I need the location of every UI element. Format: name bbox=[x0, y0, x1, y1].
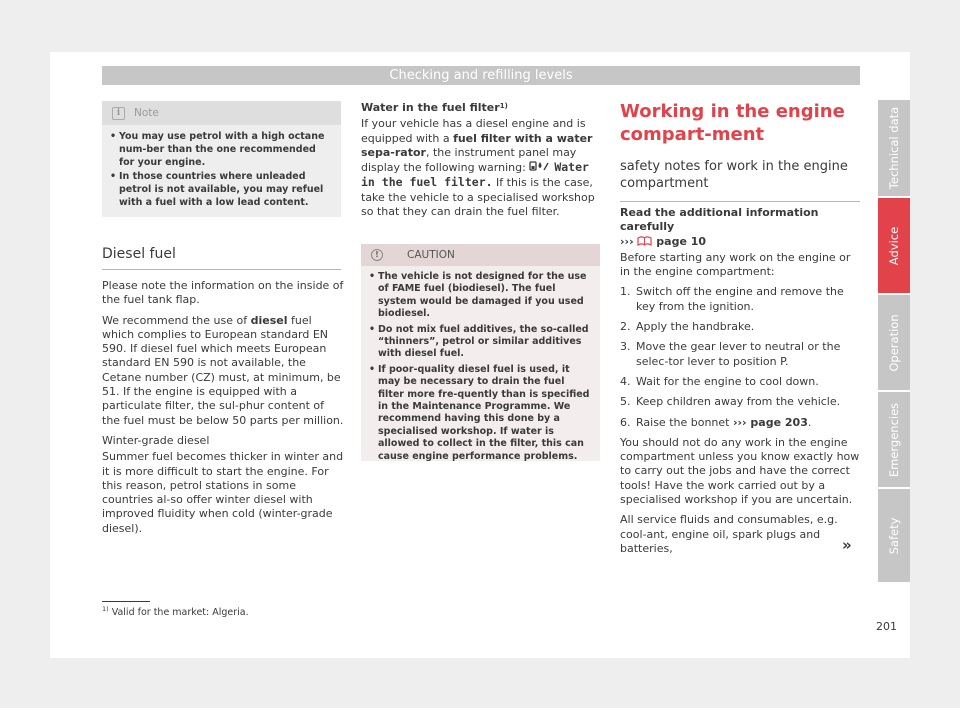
warning-message: Water in the fuel filter. bbox=[361, 160, 589, 190]
info-icon: i bbox=[112, 107, 125, 120]
step-number: 4. bbox=[620, 374, 631, 388]
note-item: • You may use petrol with a high octane num-ber than the one recommended for your engine. bbox=[110, 130, 333, 169]
water-in-filter-title bbox=[361, 101, 601, 115]
tab-operation[interactable] bbox=[878, 295, 910, 390]
caution-title: CAUTION bbox=[407, 249, 455, 261]
tab-label: Emergencies bbox=[887, 402, 901, 477]
engine-compartment-heading: Working in the engine compart-ment bbox=[620, 101, 845, 145]
bold-run: fuel filter with a water sepa-rator bbox=[361, 131, 593, 159]
list-item bbox=[620, 395, 861, 409]
note-item: • In those countries where unleaded petrol is not available, you may refuel with a fuel with a low lead content. bbox=[110, 170, 333, 209]
text-run: If your vehicle has a diesel engine and is equipped with a bbox=[361, 117, 586, 145]
tab-label: Advice bbox=[887, 226, 901, 265]
step-number: 2. bbox=[620, 320, 631, 334]
water-in-filter-text bbox=[361, 117, 601, 219]
diesel-paragraph bbox=[102, 314, 344, 428]
page-10-link[interactable]: page 10 bbox=[652, 234, 707, 248]
note-body bbox=[102, 125, 341, 209]
continue-arrow-icon: » bbox=[842, 536, 852, 554]
list-item bbox=[620, 375, 861, 389]
page-number: 201 bbox=[876, 620, 897, 633]
list-item bbox=[620, 416, 861, 430]
read-info-line bbox=[620, 206, 861, 249]
footnote bbox=[102, 607, 249, 618]
bold-run: diesel bbox=[250, 313, 288, 327]
warning-book-icon bbox=[637, 236, 652, 246]
step-text: Keep children away from the vehicle. bbox=[636, 395, 841, 409]
tab-safety[interactable] bbox=[878, 489, 910, 582]
page-203-link[interactable]: page 203 bbox=[746, 415, 808, 429]
footnote-divider bbox=[102, 601, 150, 602]
water-in-fuel-filter-icon bbox=[529, 160, 551, 172]
step-text: Raise the bonnet bbox=[636, 415, 733, 429]
text-run: If this is the case, take the vehicle to a specialised workshop so that they can drain the fuel filter. bbox=[361, 176, 595, 219]
caution-item: • Do not mix fuel additives, the so-called “thinners”, petrol or similar additives with diesel fuel. bbox=[369, 324, 592, 361]
list-item bbox=[620, 340, 861, 369]
step-number: 5. bbox=[620, 395, 631, 409]
note-header bbox=[102, 101, 341, 125]
tab-advice[interactable] bbox=[878, 198, 910, 293]
caution-item: • If poor-quality diesel fuel is used, it may be necessary to drain the fuel filter more fre-quently than is specified in the Maintenance Programme. We recommend having this done by a specialised workshop. If water is allowed to collect in the filter, this can cause engine performance problems. bbox=[369, 364, 592, 463]
step-text: Move the gear lever to neutral or the selec-tor lever to position P. bbox=[636, 340, 841, 368]
tab-label: Technical data bbox=[887, 106, 901, 190]
text-run: We recommend the use of bbox=[102, 313, 251, 327]
engine-safety-subheading: safety notes for work in the engine compartment bbox=[620, 158, 860, 202]
work-warning-text: You should not do any work in the engine compartment unless you know exactly how to carry out the jobs and have the correct tools! Have the work carried out by a specialised workshop if you are uncertain. bbox=[620, 435, 860, 507]
caution-body bbox=[361, 266, 600, 463]
step-number: 1. bbox=[620, 285, 631, 299]
page-header: Checking and refilling levels bbox=[102, 66, 860, 85]
fluids-text: All service fluids and consumables, e.g. cool-ant, engine oil, spark plugs and batteries, bbox=[620, 513, 838, 555]
caution-icon: ! bbox=[371, 249, 383, 261]
step-number: 6. bbox=[620, 415, 631, 429]
step-text: Apply the handbrake. bbox=[636, 320, 755, 334]
caution-box bbox=[361, 244, 600, 461]
tab-label: Safety bbox=[887, 517, 901, 554]
footnote-ref: 1) bbox=[499, 102, 508, 110]
crossref-arrow: ››› bbox=[620, 234, 634, 248]
diesel-fuel-text bbox=[102, 279, 344, 542]
list-item bbox=[620, 320, 861, 334]
winter-grade-title: Winter-grade diesel bbox=[102, 433, 210, 447]
title-text: Water in the fuel filter bbox=[361, 101, 500, 114]
step-text: Switch off the engine and remove the key from the ignition. bbox=[636, 285, 844, 313]
step-number: 3. bbox=[620, 340, 631, 354]
text-run: fuel which complies to European standard EN 590. If diesel fuel which meets European standard EN 590 is not available, the Cetane number (CZ) must, at minimum, be 51. If the engine is equipped with a particulate filter, the sul-phur content of the fuel must be below 50 parts per million. bbox=[102, 313, 344, 427]
caution-item: • The vehicle is not designed for the use of FAME fuel (biodiesel). The fuel system would be damaged if you used biodiesel. bbox=[369, 271, 592, 321]
note-title: Note bbox=[134, 107, 159, 119]
diesel-paragraph: Please note the information on the inside of the fuel tank flap. bbox=[102, 279, 344, 307]
crossref-arrow: ››› bbox=[732, 415, 747, 429]
footnote-text: Valid for the market: Algeria. bbox=[111, 607, 249, 618]
list-item bbox=[620, 285, 861, 314]
intro-text: Before starting any work on the engine or in the engine compartment: bbox=[620, 250, 851, 279]
water-in-filter-section bbox=[361, 101, 601, 225]
diesel-fuel-title: Diesel fuel bbox=[102, 246, 341, 270]
caution-header bbox=[361, 244, 600, 266]
steps-list bbox=[620, 285, 861, 429]
step-text: Wait for the engine to cool down. bbox=[636, 374, 819, 388]
text-run: . bbox=[807, 415, 812, 429]
note-box bbox=[102, 101, 341, 217]
text-run: Read the additional information carefully bbox=[620, 206, 819, 234]
text-run: , the instrument panel may display the following warning: bbox=[361, 145, 577, 175]
footnote-marker: 1) bbox=[102, 605, 109, 613]
tab-label: Operation bbox=[887, 313, 901, 372]
tab-technical-data[interactable] bbox=[878, 100, 910, 196]
engine-safety-text bbox=[620, 206, 861, 562]
tab-emergencies[interactable] bbox=[878, 392, 910, 487]
winter-grade-text: Summer fuel becomes thicker in winter and it is more difficult to start the engine. For this reason, petrol stations in some countries al-so offer winter diesel with improved fluidity when cold (winter-grade diesel). bbox=[102, 450, 344, 535]
